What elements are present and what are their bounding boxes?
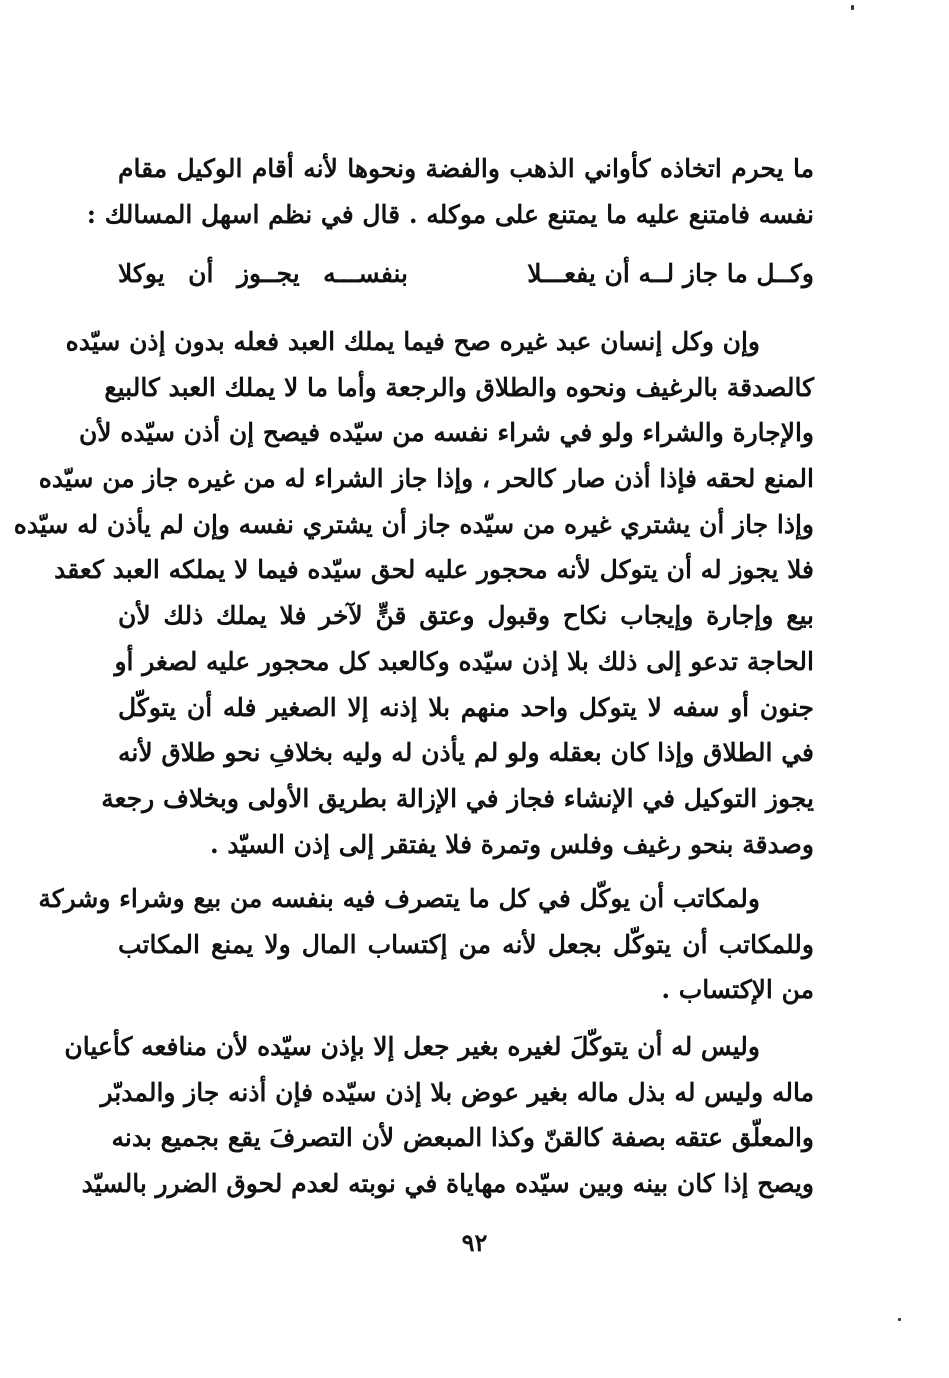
text-line: ويصح إذا كان بينه وبين سيّده مهاياة في نوبته لعدم لحوق الضرر بالسيّد: [81, 1169, 814, 1199]
intro-paragraph: [86, 146, 814, 237]
text-line: وإن وكل إنسان عبد غيره صح فيما يملك العبد فعله بدون إذن سيّده: [65, 327, 760, 356]
text-line: ماله وليس له بذل ماله بغير عوض بلا إذن سيّده فإن أذنه جاز والمدبّر: [100, 1077, 814, 1107]
text-line: كالصدقة بالرغيف ونحوه والطلاق والرجعة وأما ما لا يملك العبد كالبيع: [104, 372, 814, 402]
text-line: نفسه فامتنع عليه ما يمتنع على موكله . قال في نظم اسهل المسالك :: [86, 199, 814, 229]
text-line: ما يحرم اتخاذه كأواني الذهب والفضة ونحوها لأنه أقام الوكيل مقام: [118, 154, 814, 183]
text-line: وإذا جاز أن يشتري غيره من سيّده جاز أن يشتري نفسه وإن لم يأذن له سيّده: [13, 509, 814, 539]
text-line: جنون أو سفه لا يتوكل واحد منهم بلا إذنه إلا الصغير فله أن يتوكّل: [118, 692, 814, 722]
text-line: والمعلّق عتقه بصفة كالقنّ وكذا المبعض لأن التصرفَ يقع بجميع بدنه: [111, 1123, 814, 1153]
verse-first-hemistich: وكــل ما جاز لــه أن يفعـــلا: [527, 259, 814, 288]
paragraph-1: [13, 319, 814, 867]
paragraph-2: [38, 876, 814, 1013]
ink-speck-top: [851, 5, 854, 10]
text-line: وصدقة بنحو رغيف وفلس وتمرة فلا يفتقر إلى إذن السيّد .: [209, 829, 814, 859]
page-number: ٩٢: [461, 1228, 488, 1257]
text-line: يجوز التوكيل في الإنشاء فجاز في الإزالة بطريق الأولى وبخلاف رجعة: [101, 783, 814, 813]
text-line: وليس له أن يتوكّلَ لغيره بغير جعل إلا بإذن سيّده لأن منافعه كأعيان: [64, 1032, 760, 1061]
text-line: في الطلاق وإذا كان بعقله ولو لم يأذن له وليه بخلافِ نحو طلاق لأنه: [118, 738, 814, 768]
text-line: فلا يجوز له أن يتوكل لأنه محجور عليه لحق سيّده فيما لا يملكه العبد كعقد: [54, 555, 814, 585]
text-line: والإجارة والشراء ولو في شراء نفسه من سيّده فيصح إن أذن سيّده لأن: [78, 418, 814, 448]
text-line: وللمكاتب أن يتوكّل بجعل لأنه من إكتساب المال ولا يمنع المكاتب: [118, 929, 814, 959]
poetry-verse: [118, 251, 814, 297]
text-line: من الإكتساب .: [661, 975, 814, 1005]
ink-speck-bottom: [898, 1318, 901, 1321]
text-line: المنع لحقه فإذا أذن صار كالحر ، وإذا جاز الشراء له من غيره جاز من سيّده: [38, 464, 814, 494]
verse-second-hemistich: بنفســـه يجــوز أن يوكلا: [118, 259, 408, 288]
text-line: الحاجة تدعو إلى ذلك بلا إذن سيّده وكالعبد كل محجور عليه لصغر أو: [114, 646, 814, 676]
paragraph-3: [64, 1024, 814, 1207]
text-line: بيع وإجارة وإيجاب نكاح وقبول وعتق قنٍّ لآخر فلا يملك ذلك لأن: [118, 601, 814, 631]
text-line: ولمكاتب أن يوكّل في كل ما يتصرف فيه بنفسه من بيع وشراء وشركة: [38, 884, 760, 913]
